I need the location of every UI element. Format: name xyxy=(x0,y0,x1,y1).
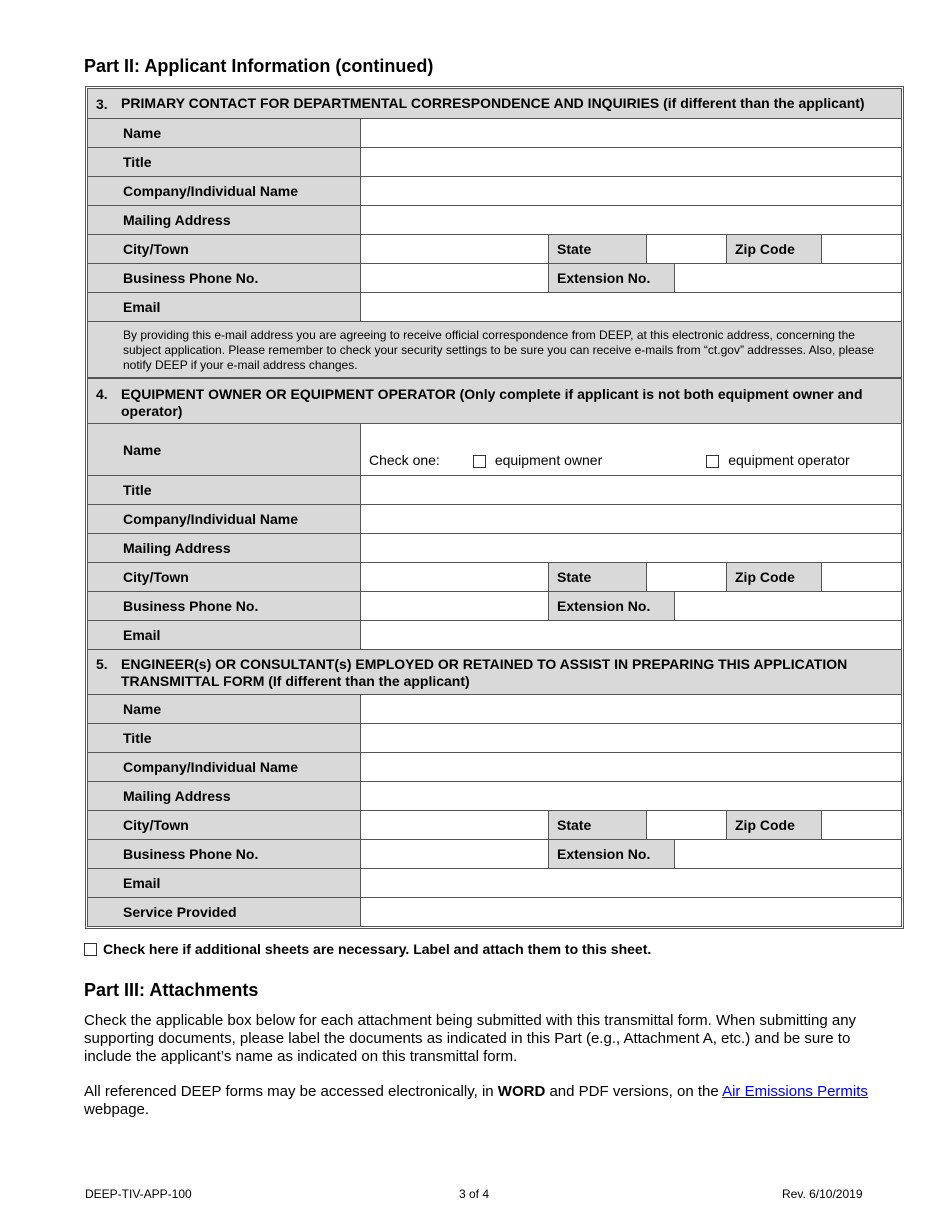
forms-note-text-1: All referenced DEEP forms may be accessed electronically, in xyxy=(84,1083,498,1100)
s5-city-label: City/Town xyxy=(88,811,361,839)
s3-ext-field[interactable] xyxy=(675,264,901,292)
section-3-number: 3. xyxy=(96,95,108,112)
s3-city-row xyxy=(88,234,901,263)
s5-city-field[interactable] xyxy=(361,811,549,839)
s5-zip-label: Zip Code xyxy=(727,811,822,839)
s5-mailing-label: Mailing Address xyxy=(88,782,361,810)
s5-email-field[interactable] xyxy=(361,869,901,897)
section-3-title: PRIMARY CONTACT FOR DEPARTMENTAL CORRESPONDENCE AND INQUIRIES (if different than the applicant) xyxy=(121,95,865,111)
s4-ext-label: Extension No. xyxy=(549,592,675,620)
s4-city-label: City/Town xyxy=(88,563,361,591)
s5-phone-label: Business Phone No. xyxy=(88,840,361,868)
s3-mailing-field[interactable] xyxy=(361,206,901,234)
s4-email-row xyxy=(88,620,901,649)
equipment-owner-label: equipment owner xyxy=(494,452,603,468)
s4-name-row xyxy=(88,423,901,475)
s3-mailing-label: Mailing Address xyxy=(88,206,361,234)
s5-phone-row xyxy=(88,839,901,868)
s5-service-field[interactable] xyxy=(361,898,901,926)
s4-check-one-field xyxy=(361,424,901,475)
s5-name-row xyxy=(88,694,901,723)
s4-state-field[interactable] xyxy=(647,563,727,591)
s5-mailing-field[interactable] xyxy=(361,782,901,810)
s5-title-label: Title xyxy=(88,724,361,752)
s4-title-row xyxy=(88,475,901,504)
s4-zip-field[interactable] xyxy=(822,563,901,591)
s3-title-field[interactable] xyxy=(361,148,901,176)
equipment-operator-label: equipment operator xyxy=(728,452,850,468)
s3-email-field[interactable] xyxy=(361,293,901,321)
s5-title-row xyxy=(88,723,901,752)
additional-sheets-checkbox[interactable] xyxy=(84,943,97,956)
s4-city-row xyxy=(88,562,901,591)
s3-state-field[interactable] xyxy=(647,235,727,263)
email-consent-note: By providing this e-mail address you are agreeing to receive official correspondence from DEEP, at this electronic address, concerning the subject application. Please remember to check your security settings to be sure you can receive e-mails from “ct.gov” addresses. Also, please notify DEEP if your e-mail address changes. xyxy=(88,322,901,377)
s4-phone-field[interactable] xyxy=(361,592,549,620)
s5-company-field[interactable] xyxy=(361,753,901,781)
s3-email-note-row xyxy=(88,321,901,377)
s3-email-label: Email xyxy=(88,293,361,321)
s5-email-label: Email xyxy=(88,869,361,897)
additional-sheets-label: Check here if additional sheets are necessary. Label and attach them to this sheet. xyxy=(103,941,652,957)
part3-forms-note xyxy=(84,1083,874,1119)
s5-city-row xyxy=(88,810,901,839)
s3-phone-label: Business Phone No. xyxy=(88,264,361,292)
s4-company-label: Company/Individual Name xyxy=(88,505,361,533)
s3-mailing-row xyxy=(88,205,901,234)
s3-zip-field[interactable] xyxy=(822,235,901,263)
section-4-title: EQUIPMENT OWNER OR EQUIPMENT OPERATOR (Only complete if applicant is not both equipment owner and operator) xyxy=(121,386,863,419)
s3-company-row xyxy=(88,176,901,205)
s5-name-field[interactable] xyxy=(361,695,901,723)
s5-company-label: Company/Individual Name xyxy=(88,753,361,781)
s3-name-field[interactable] xyxy=(361,119,901,147)
air-emissions-permits-link[interactable]: Air Emissions Permits xyxy=(722,1083,868,1100)
s4-city-field[interactable] xyxy=(361,563,549,591)
s5-state-field[interactable] xyxy=(647,811,727,839)
forms-note-text-3: webpage. xyxy=(84,1101,150,1118)
s4-zip-label: Zip Code xyxy=(727,563,822,591)
s3-company-field[interactable] xyxy=(361,177,901,205)
s4-email-label: Email xyxy=(88,621,361,649)
s5-company-row xyxy=(88,752,901,781)
s4-company-row xyxy=(88,504,901,533)
s3-name-row xyxy=(88,118,901,147)
s4-ext-field[interactable] xyxy=(675,592,901,620)
s4-mailing-label: Mailing Address xyxy=(88,534,361,562)
part3-title: Part III: Attachments xyxy=(84,980,259,1000)
footer-page-number: 3 of 4 xyxy=(459,1187,490,1201)
s5-name-label: Name xyxy=(88,695,361,723)
s4-phone-label: Business Phone No. xyxy=(88,592,361,620)
s4-title-field[interactable] xyxy=(361,476,901,504)
s3-city-label: City/Town xyxy=(88,235,361,263)
s3-phone-field[interactable] xyxy=(361,264,549,292)
footer-revision: Rev. 6/10/2019 xyxy=(782,1187,863,1201)
section-3-header xyxy=(88,89,901,118)
applicant-info-form xyxy=(85,86,904,929)
s4-phone-row xyxy=(88,591,901,620)
s3-name-label: Name xyxy=(88,119,361,147)
s5-ext-label: Extension No. xyxy=(549,840,675,868)
equipment-operator-checkbox[interactable] xyxy=(706,455,719,468)
s3-title-label: Title xyxy=(88,148,361,176)
s3-state-label: State xyxy=(549,235,647,263)
s3-city-field[interactable] xyxy=(361,235,549,263)
s3-zip-label: Zip Code xyxy=(727,235,822,263)
s5-mailing-row xyxy=(88,781,901,810)
part3-instructions: Check the applicable box below for each attachment being submitted with this transmittal form. When submitting any supporting documents, please label the documents as indicated in this Part (e.g., Attachment A, etc.) and be sure to include the applicant’s name as indicated on this transmittal form. xyxy=(84,1012,857,1065)
s4-email-field[interactable] xyxy=(361,621,901,649)
s4-mailing-row xyxy=(88,533,901,562)
additional-sheets-row xyxy=(84,941,651,957)
section-5-header xyxy=(88,649,901,694)
s3-title-row xyxy=(88,147,901,176)
check-one-label: Check one: xyxy=(369,452,440,468)
s5-service-row xyxy=(88,897,901,926)
s4-name-label: Name xyxy=(88,424,361,475)
s3-ext-label: Extension No. xyxy=(549,264,675,292)
s3-email-row xyxy=(88,292,901,321)
s5-state-label: State xyxy=(549,811,647,839)
s5-service-label: Service Provided xyxy=(88,898,361,926)
s4-company-field[interactable] xyxy=(361,505,901,533)
forms-note-text-2: and PDF versions, on the xyxy=(545,1083,723,1100)
section-4-header xyxy=(88,377,901,423)
section-5-title: ENGINEER(s) OR CONSULTANT(s) EMPLOYED OR RETAINED TO ASSIST IN PREPARING THIS APPLICATION TRANSMITTAL FORM (If different than the applicant) xyxy=(121,656,848,689)
s4-mailing-field[interactable] xyxy=(361,534,901,562)
s4-state-label: State xyxy=(549,563,647,591)
s5-title-field[interactable] xyxy=(361,724,901,752)
s3-phone-row xyxy=(88,263,901,292)
section-4-number: 4. xyxy=(96,386,108,402)
section-5-number: 5. xyxy=(96,656,108,672)
s5-zip-field[interactable] xyxy=(822,811,901,839)
s5-email-row xyxy=(88,868,901,897)
forms-note-word: WORD xyxy=(497,1083,546,1100)
equipment-owner-checkbox[interactable] xyxy=(473,455,486,468)
s5-ext-field[interactable] xyxy=(675,840,901,868)
s4-title-label: Title xyxy=(88,476,361,504)
footer-form-id: DEEP-TIV-APP-100 xyxy=(85,1187,192,1201)
s3-company-label: Company/Individual Name xyxy=(88,177,361,205)
part2-title: Part II: Applicant Information (continued) xyxy=(84,56,434,76)
s5-phone-field[interactable] xyxy=(361,840,549,868)
